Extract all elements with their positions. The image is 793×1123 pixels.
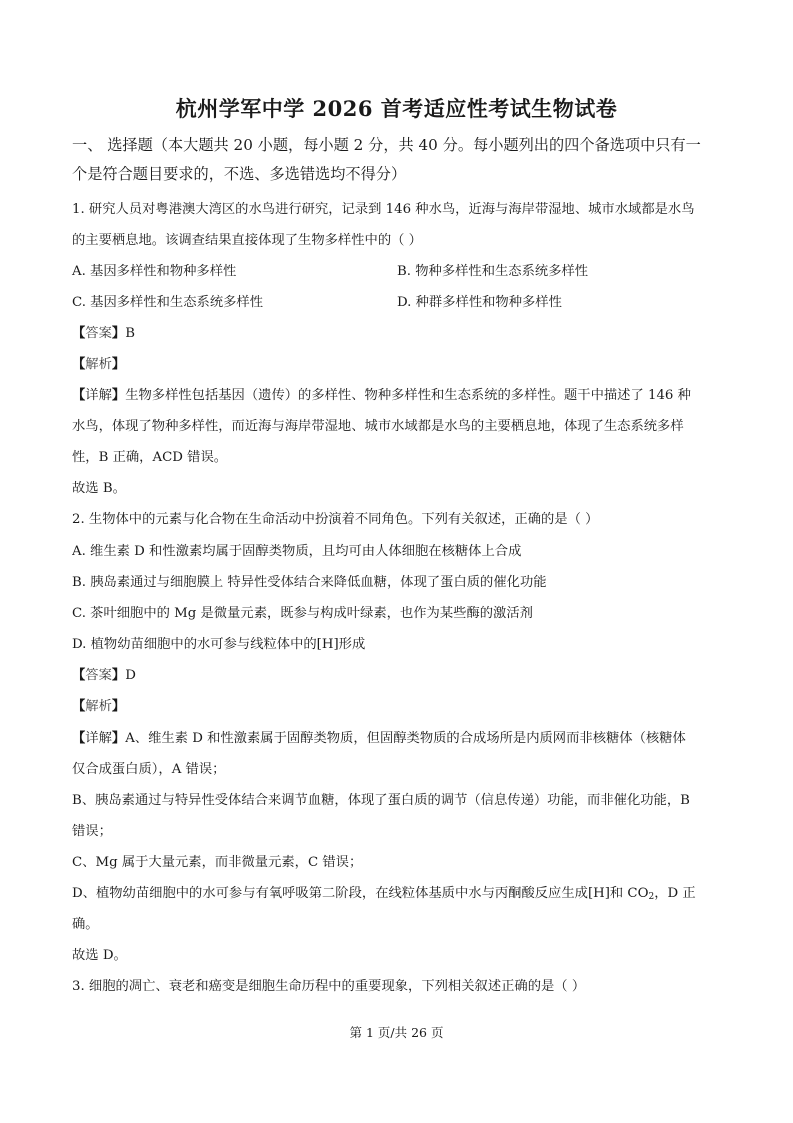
q2-detail-line7: 确。 — [72, 917, 99, 932]
q3-stem: 3. 细胞的凋亡、衰老和癌变是细胞生命历程中的重要现象，下列相关叙述正确的是（ ） — [72, 979, 586, 994]
q2-answer-label: 答案 — [85, 668, 112, 683]
q1-stem-line1: 1. 研究人员对粤港澳大湾区的水鸟进行研究，记录到 146 种水鸟，近海与海岸带湿地、城市水域都是水鸟 — [72, 202, 695, 217]
q2-detail-line5: C、Mg 属于大量元素，而非微量元素，C 错误； — [72, 855, 363, 870]
page-footer: 第 1 页/共 26 页 — [349, 1025, 444, 1040]
q1-detail-line3: 性，B 正确，ACD 错误。 — [72, 450, 228, 465]
q1-analysis-heading: 【解析】 — [72, 357, 126, 372]
q1-option-d: D. 种群多样性和物种多样性 — [397, 295, 562, 310]
q1-analysis-label: 解析 — [85, 357, 112, 372]
q1-option-c: C. 基因多样性和生态系统多样性 — [72, 295, 264, 310]
q1-detail-text1: 生物多样性包括基因（遗传）的多样性、物种多样性和生态系统的多样性。题干中描述了 146 种 — [125, 388, 691, 403]
page-title: 杭州学军中学 2026 首考适应性考试生物试卷 — [175, 96, 618, 121]
q1-options-row1 — [72, 262, 722, 282]
q2-analysis-label: 解析 — [85, 699, 112, 714]
q2-analysis-heading: 【解析】 — [72, 699, 126, 714]
q2-detail6-post: ，D 正 — [654, 886, 696, 901]
q2-answer: 【答案】D — [72, 668, 136, 683]
q2-detail-text1: A、维生素 D 和性激素属于固醇类物质，但固醇类物质的合成场所是内质网而非核糖体（核糖体 — [125, 731, 686, 746]
q1-detail-line1: 【详解】生物多样性包括基因（遗传）的多样性、物种多样性和生态系统的多样性。题干中描述了 146 种 — [72, 388, 691, 403]
q2-detail6-subscript: 2 — [648, 892, 655, 902]
q2-option-d: D. 植物幼苗细胞中的水可参与线粒体中的[H]形成 — [72, 637, 366, 652]
q1-conclusion: 故选 B。 — [72, 481, 126, 496]
section-heading-line2: 个是符合题目要求的，不选、多选错选均不得分） — [72, 165, 407, 183]
q2-conclusion: 故选 D。 — [72, 948, 127, 963]
q2-detail-line2: 仅合成蛋白质），A 错误； — [72, 762, 226, 777]
q1-answer-label: 答案 — [85, 326, 112, 341]
q1-answer: 【答案】B — [72, 326, 135, 341]
q2-detail-line3: B、胰岛素通过与特异性受体结合来调节血糖，体现了蛋白质的调节（信息传递）功能，而非催化功能，B — [72, 793, 690, 808]
q2-detail-line4: 错误； — [72, 824, 112, 839]
q1-option-b: B. 物种多样性和生态系统多样性 — [397, 264, 589, 279]
q2-option-a: A. 维生素 D 和性激素均属于固醇类物质，且均可由人体细胞在核糖体上合成 — [72, 544, 522, 559]
q1-detail-label: 详解 — [85, 388, 112, 403]
q2-detail-label: 详解 — [85, 731, 112, 746]
q1-options-row2 — [72, 293, 722, 313]
q1-answer-value: B — [125, 326, 135, 341]
q1-stem-line2: 的主要栖息地。该调查结果直接体现了生物多样性中的（ ） — [72, 233, 422, 248]
q2-option-b: B. 胰岛素通过与细胞膜上 特异性受体结合来降低血糖，体现了蛋白质的催化功能 — [72, 575, 547, 590]
q2-detail6-pre: D、植物幼苗细胞中的水可参与有氧呼吸第二阶段，在线粒体基质中水与丙酮酸反应生成[H]和 CO — [72, 886, 649, 901]
q2-answer-value: D — [125, 668, 136, 683]
q1-detail-line2: 水鸟，体现了物种多样性，而近海与海岸带湿地、城市水域都是水鸟的主要栖息地，体现了生态系统多样 — [72, 419, 684, 434]
q2-stem: 2. 生物体中的元素与化合物在生命活动中扮演着不同角色。下列有关叙述，正确的是（ ） — [72, 512, 599, 527]
q1-option-a: A. 基因多样性和物种多样性 — [72, 264, 237, 279]
q2-option-c: C. 茶叶细胞中的 Mg 是微量元素，既参与构成叶绿素，也作为某些酶的激活剂 — [72, 606, 533, 621]
q2-detail-line1: 【详解】A、维生素 D 和性激素属于固醇类物质，但固醇类物质的合成场所是内质网而非核糖体（核糖体 — [72, 731, 686, 746]
section-heading-line1: 一、 选择题（本大题共 20 小题，每小题 2 分，共 40 分。每小题列出的四个备选项中只有一 — [72, 136, 701, 154]
q2-detail-line6 — [72, 884, 722, 907]
